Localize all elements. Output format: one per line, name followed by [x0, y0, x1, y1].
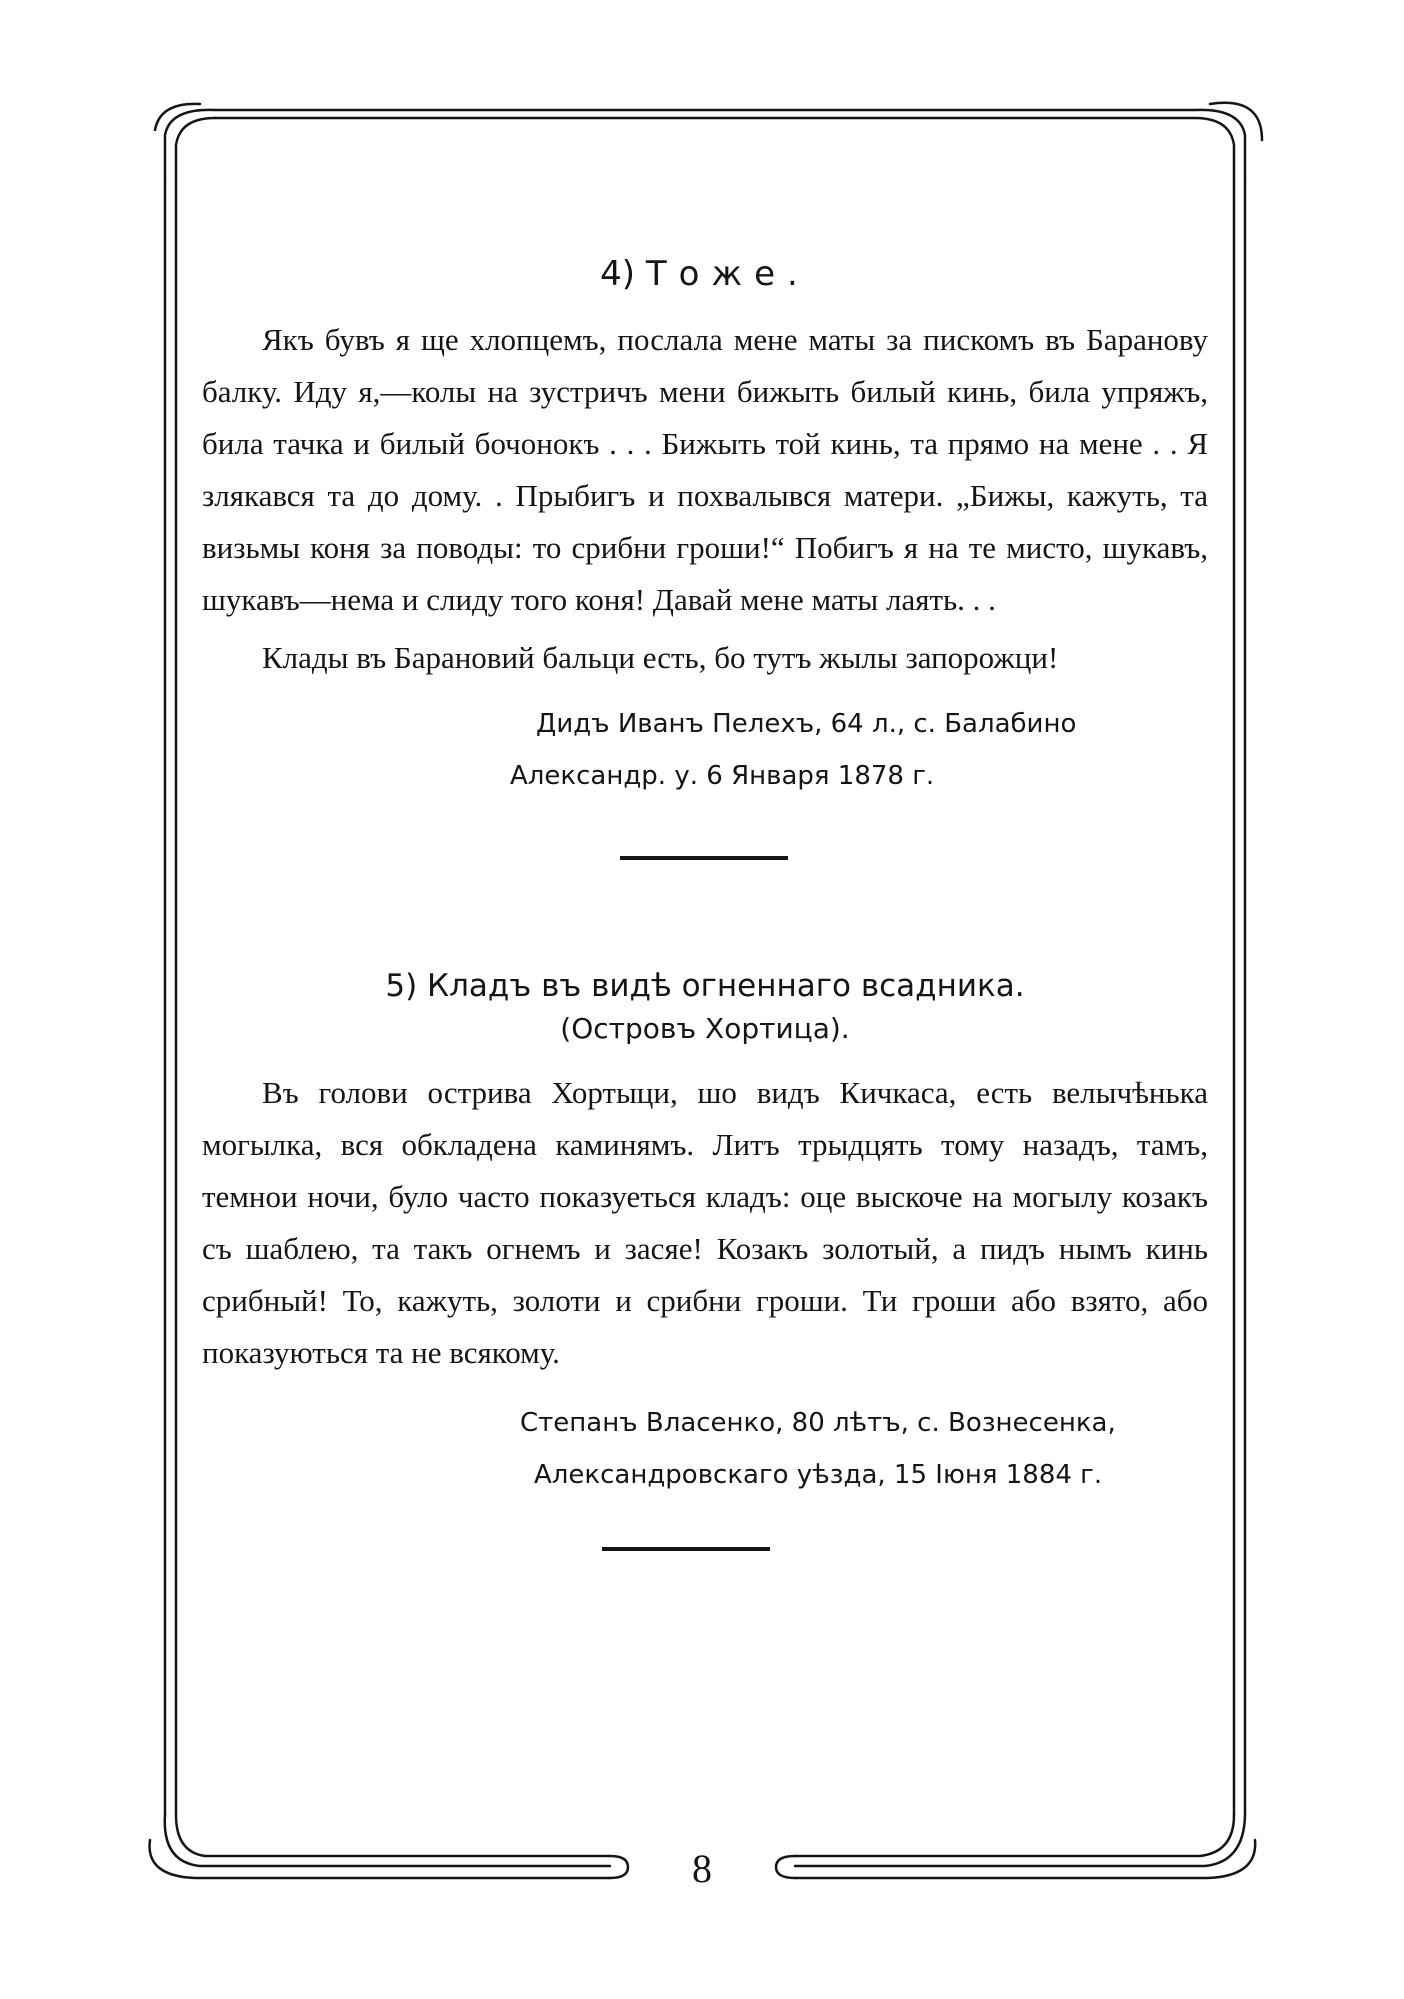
story4-paragraph-2: Клады въ Барановий бальци есть, бо тутъ жылы запорожци!: [262, 640, 1059, 675]
section-divider-rule: [620, 856, 788, 860]
story4-heading: [202, 254, 1208, 294]
story5-signature: [520, 1397, 1208, 1501]
page-content: [202, 240, 1208, 1551]
story5-signature-line-2: Александровскаго уѣзда, 15 Іюня 1884 г.: [534, 1460, 1103, 1490]
story4-signature: [510, 698, 1208, 802]
story4-paragraph-1: Якъ бувъ я ще хлопцемъ, послала мене маты за пискомъ въ Баранову балку. Иду я,—колы на зустричъ мени бижыть билый кинь, била упряжъ, била тачка и билый бочонокъ . . . Бижыть той кинь, та прямо на мене . . Я злякався та до дому. . Прыбигъ и похвалывся матери. „Бижы, кажуть, та визьмы коня за поводы: то срибни гроши!“ Побигъ я на те мисто, шукавъ, шукавъ—нема и слиду того коня! Давай мене маты лаять. . .: [202, 322, 1208, 617]
story4-signature-line-2: Александр. у. 6 Января 1878 г.: [510, 761, 935, 791]
story5-heading: 5) Кладъ въ видѣ огненнаго всадника.: [385, 968, 1025, 1004]
story5-signature-line-1: Степанъ Власенко, 80 лѣтъ, с. Вознесенка,: [520, 1408, 1116, 1438]
page-number: 8: [692, 1846, 712, 1891]
story5-subheading: (Островъ Хортица).: [560, 1012, 850, 1045]
story5-paragraph: Въ голови острива Хортыци, шо видъ Кичкаса, есть велычѣнька могылка, вся обкладена каминямъ. Литъ трыдцять тому назадъ, тамъ, темнои ночи, було часто показуеться кладъ: оце выскоче на могылу козакъ съ шаблею, та такъ огнемъ и засяе! Козакъ золотый, а пидъ нымъ кинь срибный! То, кажуть, золоти и срибни гроши. Ти гроши або взято, або показуються та не всякому.: [202, 1075, 1208, 1370]
end-rule: [602, 1547, 770, 1551]
story4-heading-number: 4): [600, 254, 636, 294]
story4-heading-title: Тоже.: [645, 254, 810, 294]
story4-signature-line-1: Дидъ Иванъ Пелехъ, 64 л., с. Балабино: [536, 709, 1077, 739]
